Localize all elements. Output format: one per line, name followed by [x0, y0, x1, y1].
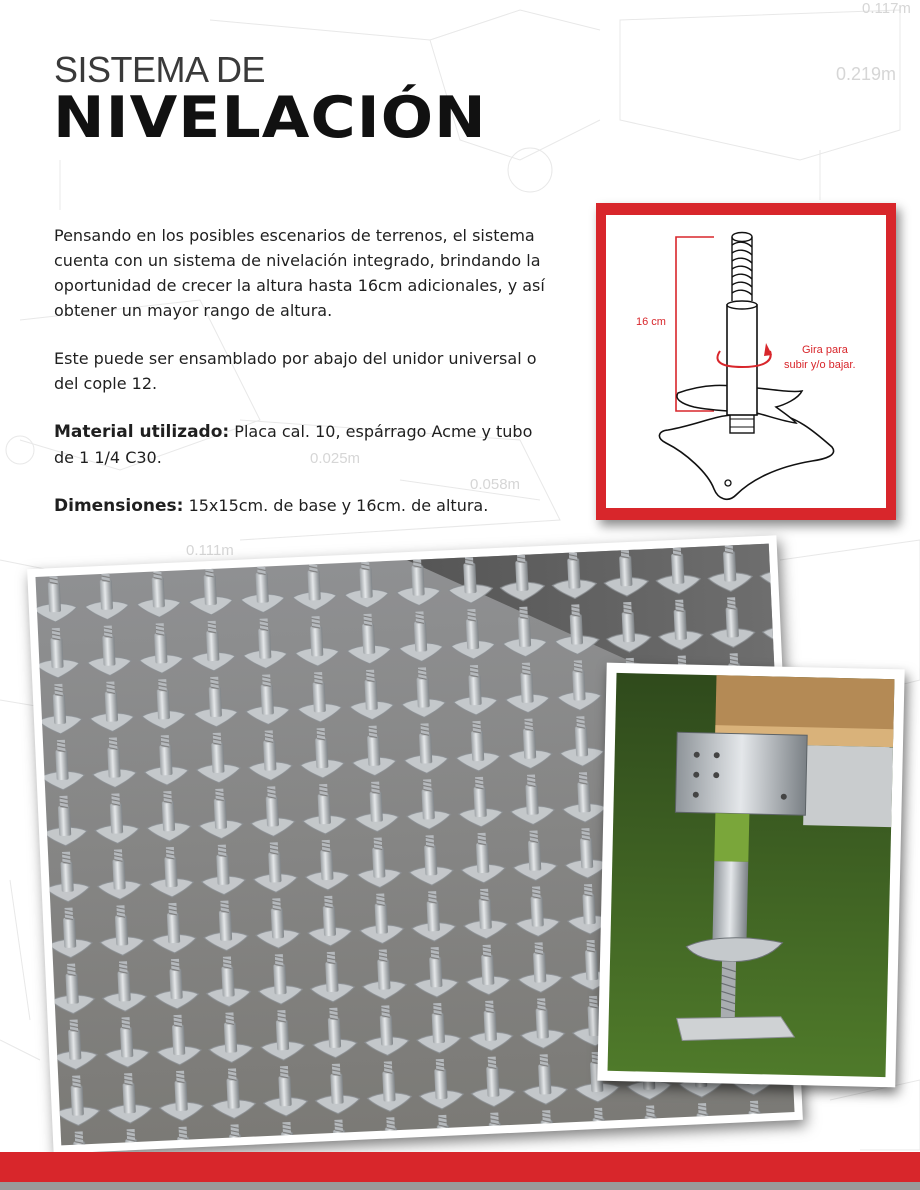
assembly-paragraph: Este puede ser ensamblado por abajo del unidor universal o del cople 12. [54, 349, 537, 393]
leveling-diagram [606, 215, 886, 508]
dimensions-paragraph [54, 493, 554, 519]
footer-grey-bar [0, 1182, 920, 1190]
threaded-rod [732, 233, 752, 302]
leveling-jack-illustration [606, 215, 886, 508]
rotate-label-line2: subir y/o bajar. [784, 359, 856, 371]
material-paragraph [54, 419, 554, 470]
height-label: 16 cm [636, 316, 666, 328]
dimensions-value: 15x15cm. de base y 16cm. de altura. [188, 496, 489, 515]
blueprint-dimension: 0.117m [862, 0, 911, 17]
height-bracket [676, 237, 714, 411]
installed-jack-photo [597, 663, 904, 1088]
description-block [54, 223, 554, 542]
dimensions-label: Dimensiones: [54, 496, 184, 516]
title-subheading: SISTEMA DE [54, 49, 266, 90]
page-title: NIVELACIÓN [53, 85, 487, 151]
blueprint-dimension: 0.058m [470, 476, 521, 493]
leveling-diagram-frame [596, 203, 896, 520]
blueprint-dimension: 0.219m [836, 64, 897, 84]
blueprint-dimension: 0.025m [310, 450, 361, 467]
installed-jack-photo-frame [597, 663, 904, 1088]
rotate-label-line1: Gira para [802, 344, 848, 356]
footer-red-bar [0, 1152, 920, 1182]
intro-paragraph: Pensando en los posibles escenarios de terrenos, el sistema cuenta con un sistema de nivelación integrado, brindando la oportunidad de crecer la altura hasta 16cm adicionales, y así obtener un mayor rango de altura. [54, 226, 545, 320]
leveling-tube [727, 305, 757, 415]
blueprint-dimension: 0.111m [186, 542, 234, 559]
material-label: Material utilizado: [54, 422, 230, 442]
material-value: Placa cal. 10, espárrago Acme y tubo de 1 1/4 C30. [54, 422, 533, 467]
